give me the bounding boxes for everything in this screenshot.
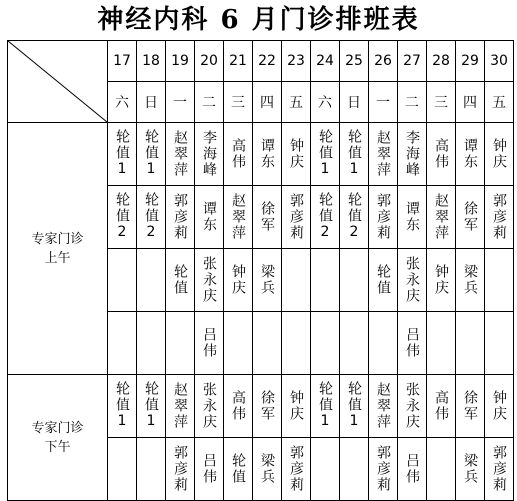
schedule-cell: 轮值1: [311, 375, 340, 438]
schedule-cell: 轮值2: [137, 186, 166, 249]
schedule-cell: 轮值2: [340, 186, 369, 249]
schedule-cell: 梁兵: [456, 438, 485, 501]
weekday-cell: 六: [108, 82, 137, 123]
schedule-cell: [282, 249, 311, 312]
day-cell: 22: [253, 41, 282, 82]
schedule-cell: 郭彦莉: [369, 186, 398, 249]
schedule-cell: [137, 312, 166, 375]
morning-label-bottom: 上午: [44, 250, 71, 266]
weekday-cell: 三: [427, 82, 456, 123]
day-cell: 28: [427, 41, 456, 82]
schedule-cell: 张永庆: [398, 375, 427, 438]
schedule-cell: 钟庆: [485, 375, 514, 438]
schedule-cell: 钟庆: [224, 249, 253, 312]
afternoon-session-label: [8, 375, 108, 501]
day-cell: 24: [311, 41, 340, 82]
weekday-cell: 四: [253, 82, 282, 123]
schedule-cell: [311, 438, 340, 501]
schedule-cell: 钟庆: [485, 123, 514, 186]
schedule-cell: 郭彦莉: [282, 438, 311, 501]
schedule-cell: 张永庆: [398, 249, 427, 312]
day-cell: 30: [485, 41, 514, 82]
schedule-cell: 赵翠萍: [369, 123, 398, 186]
schedule-cell: 轮值2: [311, 186, 340, 249]
schedule-cell: 郭彦莉: [485, 438, 514, 501]
schedule-cell: 徐军: [253, 375, 282, 438]
schedule-cell: 赵翠萍: [166, 123, 195, 186]
schedule-cell: 徐军: [253, 186, 282, 249]
diagonal-line: [8, 41, 107, 122]
schedule-cell: [340, 312, 369, 375]
schedule-cell: 谭东: [456, 123, 485, 186]
day-cell: 23: [282, 41, 311, 82]
weekday-cell: 一: [166, 82, 195, 123]
schedule-cell: 赵翠萍: [369, 375, 398, 438]
schedule-cell: 高伟: [224, 375, 253, 438]
schedule-cell: [108, 438, 137, 501]
schedule-cell: 吕伟: [195, 438, 224, 501]
schedule-cell: 郭彦莉: [166, 438, 195, 501]
day-cell: 18: [137, 41, 166, 82]
schedule-cell: [427, 312, 456, 375]
schedule-cell: 轮值1: [340, 123, 369, 186]
day-cell: 25: [340, 41, 369, 82]
morning-label-top: 专家门诊: [31, 231, 84, 247]
schedule-cell: 张永庆: [195, 375, 224, 438]
weekday-cell: 三: [224, 82, 253, 123]
day-cell: 21: [224, 41, 253, 82]
schedule-cell: 梁兵: [456, 249, 485, 312]
schedule-table: [7, 40, 514, 501]
schedule-cell: [166, 312, 195, 375]
schedule-cell: 轮值: [224, 438, 253, 501]
schedule-cell: [108, 249, 137, 312]
schedule-cell: 高伟: [427, 375, 456, 438]
schedule-cell: 轮值: [369, 249, 398, 312]
day-row: [8, 41, 514, 82]
weekday-cell: 日: [137, 82, 166, 123]
schedule-cell: 郭彦莉: [485, 186, 514, 249]
schedule-cell: 徐军: [456, 375, 485, 438]
schedule-cell: [456, 312, 485, 375]
schedule-cell: 李海峰: [398, 123, 427, 186]
schedule-cell: 轮值: [166, 249, 195, 312]
weekday-cell: 日: [340, 82, 369, 123]
schedule-cell: 钟庆: [282, 375, 311, 438]
day-cell: 29: [456, 41, 485, 82]
schedule-cell: 轮值1: [108, 123, 137, 186]
schedule-cell: 赵翠萍: [427, 186, 456, 249]
schedule-cell: 梁兵: [253, 249, 282, 312]
morning-slot-row: [8, 123, 514, 186]
schedule-cell: [369, 312, 398, 375]
schedule-cell: 吕伟: [398, 312, 427, 375]
schedule-cell: [311, 249, 340, 312]
schedule-cell: [137, 438, 166, 501]
schedule-cell: [137, 249, 166, 312]
weekday-cell: 一: [369, 82, 398, 123]
schedule-cell: 轮值1: [340, 375, 369, 438]
day-cell: 17: [108, 41, 137, 82]
schedule-cell: 梁兵: [253, 438, 282, 501]
schedule-cell: 赵翠萍: [224, 186, 253, 249]
schedule-cell: 谭东: [195, 186, 224, 249]
weekday-cell: 二: [398, 82, 427, 123]
schedule-cell: 吕伟: [195, 312, 224, 375]
weekday-cell: 二: [195, 82, 224, 123]
schedule-cell: 轮值2: [108, 186, 137, 249]
schedule-cell: 吕伟: [398, 438, 427, 501]
schedule-cell: 郭彦莉: [282, 186, 311, 249]
schedule-cell: 李海峰: [195, 123, 224, 186]
schedule-cell: 赵翠萍: [166, 375, 195, 438]
schedule-cell: 轮值1: [311, 123, 340, 186]
schedule-cell: 高伟: [224, 123, 253, 186]
morning-session-label: [8, 123, 108, 375]
weekday-cell: 五: [485, 82, 514, 123]
schedule-cell: 郭彦莉: [166, 186, 195, 249]
schedule-cell: [311, 312, 340, 375]
schedule-cell: 钟庆: [282, 123, 311, 186]
weekday-cell: 六: [311, 82, 340, 123]
schedule-cell: 轮值1: [108, 375, 137, 438]
schedule-cell: [224, 312, 253, 375]
schedule-cell: 谭东: [253, 123, 282, 186]
schedule-cell: 郭彦莉: [369, 438, 398, 501]
schedule-cell: 轮值1: [137, 375, 166, 438]
day-cell: 27: [398, 41, 427, 82]
schedule-cell: 轮值1: [137, 123, 166, 186]
schedule-cell: 徐军: [456, 186, 485, 249]
schedule-cell: [340, 438, 369, 501]
schedule-cell: [340, 249, 369, 312]
day-cell: 26: [369, 41, 398, 82]
afternoon-label-bottom: 下午: [44, 439, 71, 455]
schedule-cell: [253, 312, 282, 375]
schedule-cell: 张永庆: [195, 249, 224, 312]
weekday-cell: 四: [456, 82, 485, 123]
schedule-cell: 高伟: [427, 123, 456, 186]
schedule-cell: [108, 312, 137, 375]
schedule-cell: 谭东: [398, 186, 427, 249]
schedule-cell: [485, 249, 514, 312]
day-cell: 20: [195, 41, 224, 82]
afternoon-slot-row: [8, 375, 514, 438]
corner-cell: [8, 41, 108, 123]
schedule-cell: [282, 312, 311, 375]
schedule-cell: [485, 312, 514, 375]
day-cell: 19: [166, 41, 195, 82]
schedule-cell: [427, 438, 456, 501]
weekday-cell: 五: [282, 82, 311, 123]
page-title: 神经内科 6 月门诊排班表: [97, 5, 420, 35]
afternoon-label-top: 专家门诊: [31, 420, 84, 436]
schedule-cell: 钟庆: [427, 249, 456, 312]
